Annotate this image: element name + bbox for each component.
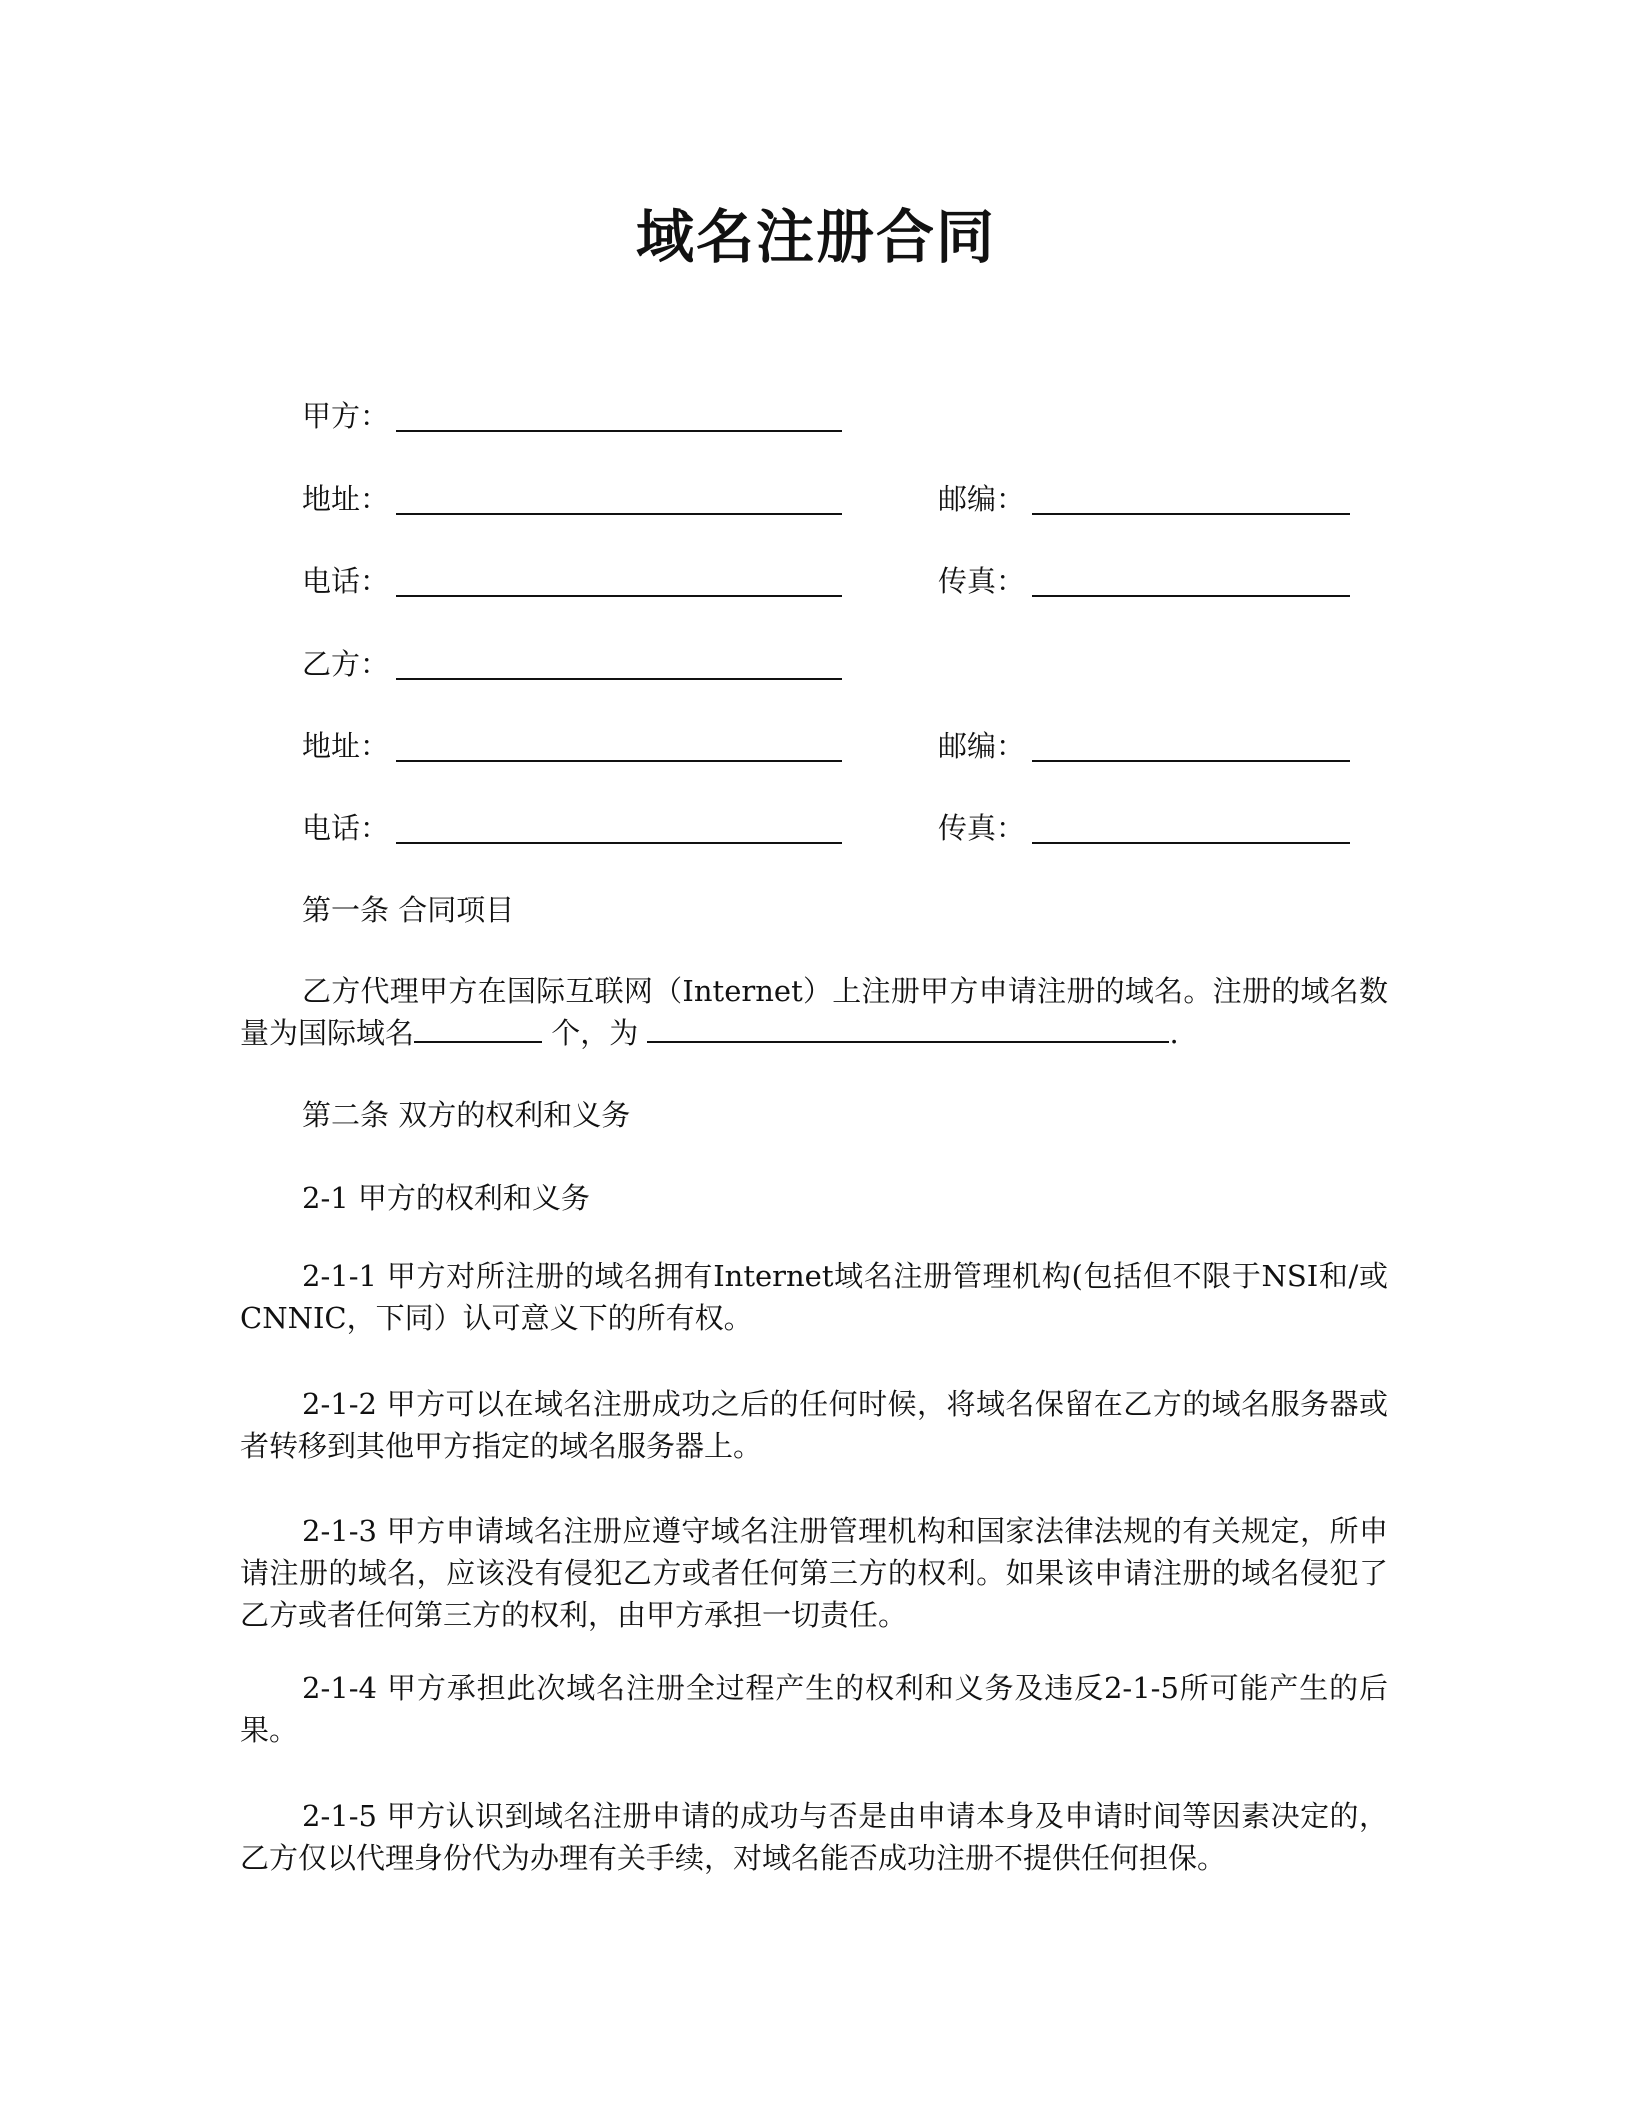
article-1-text-part2: 个，为: [542, 1016, 648, 1050]
party-b-fax-label: 传真：: [938, 811, 1026, 845]
party-a-row: [302, 392, 1402, 436]
party-a-address-label: 地址：: [302, 482, 390, 516]
party-a-fax-label: 传真：: [938, 564, 1026, 598]
party-b-blank[interactable]: [396, 678, 842, 680]
party-b-address-row: [302, 722, 1402, 766]
party-a-label: 甲方：: [302, 399, 390, 433]
party-b-fax-blank[interactable]: [1032, 842, 1350, 844]
party-b-postcode-label: 邮编：: [938, 729, 1026, 763]
party-a-fax-blank[interactable]: [1032, 595, 1350, 597]
article-2-1-heading: 2-1 甲方的权利和义务: [302, 1181, 590, 1215]
party-b-address-blank[interactable]: [396, 760, 842, 762]
article-1-heading: 第一条 合同项目: [302, 893, 515, 927]
domain-name-blank[interactable]: [647, 1015, 1169, 1043]
party-a-phone-blank[interactable]: [396, 595, 842, 597]
clause-2-1-2: 2-1-2 甲方可以在域名注册成功之后的任何时候，将域名保留在乙方的域名服务器或者转移到其他甲方指定的域名服务器上。: [240, 1387, 1388, 1463]
party-b-postcode-blank[interactable]: [1032, 760, 1350, 762]
domain-count-blank[interactable]: [414, 1015, 542, 1043]
party-b-row: [302, 640, 1402, 684]
party-a-address-blank[interactable]: [396, 513, 842, 515]
party-a-address-row: [302, 475, 1402, 519]
party-a-blank[interactable]: [396, 430, 842, 432]
article-2-heading: 第二条 双方的权利和义务: [302, 1098, 631, 1132]
party-a-postcode-label: 邮编：: [938, 482, 1026, 516]
party-b-phone-label: 电话：: [302, 811, 390, 845]
article-1-text-part1: 乙方代理甲方在国际互联网（Internet）上注册甲方申请注册的域名。注册的域名数量为国际域名: [240, 974, 1388, 1050]
article-1-text-end: .: [1169, 1016, 1179, 1050]
party-b-phone-row: [302, 804, 1402, 848]
party-b-phone-blank[interactable]: [396, 842, 842, 844]
party-b-label: 乙方：: [302, 647, 390, 681]
document-title: 域名注册合同: [635, 203, 996, 271]
party-a-postcode-blank[interactable]: [1032, 513, 1350, 515]
article-1-paragraph: [240, 970, 1388, 1054]
clause-2-1-3: 2-1-3 甲方申请域名注册应遵守域名注册管理机构和国家法律法规的有关规定，所申请注册的域名，应该没有侵犯乙方或者任何第三方的权利。如果该申请注册的域名侵犯了乙方或者任何第三方的权利，由甲方承担一切责任。: [240, 1514, 1388, 1632]
party-a-phone-row: [302, 557, 1402, 601]
party-a-phone-label: 电话：: [302, 564, 390, 598]
party-b-address-label: 地址：: [302, 729, 390, 763]
clause-2-1-1: 2-1-1 甲方对所注册的域名拥有Internet域名注册管理机构(包括但不限于NSI和/或CNNIC，下同）认可意义下的所有权。: [240, 1259, 1388, 1335]
clause-2-1-4: 2-1-4 甲方承担此次域名注册全过程产生的权利和义务及违反2-1-5所可能产生的后果。: [240, 1671, 1388, 1747]
clause-2-1-5: 2-1-5 甲方认识到域名注册申请的成功与否是由申请本身及申请时间等因素决定的，乙方仅以代理身份代为办理有关手续，对域名能否成功注册不提供任何担保。: [240, 1799, 1388, 1875]
